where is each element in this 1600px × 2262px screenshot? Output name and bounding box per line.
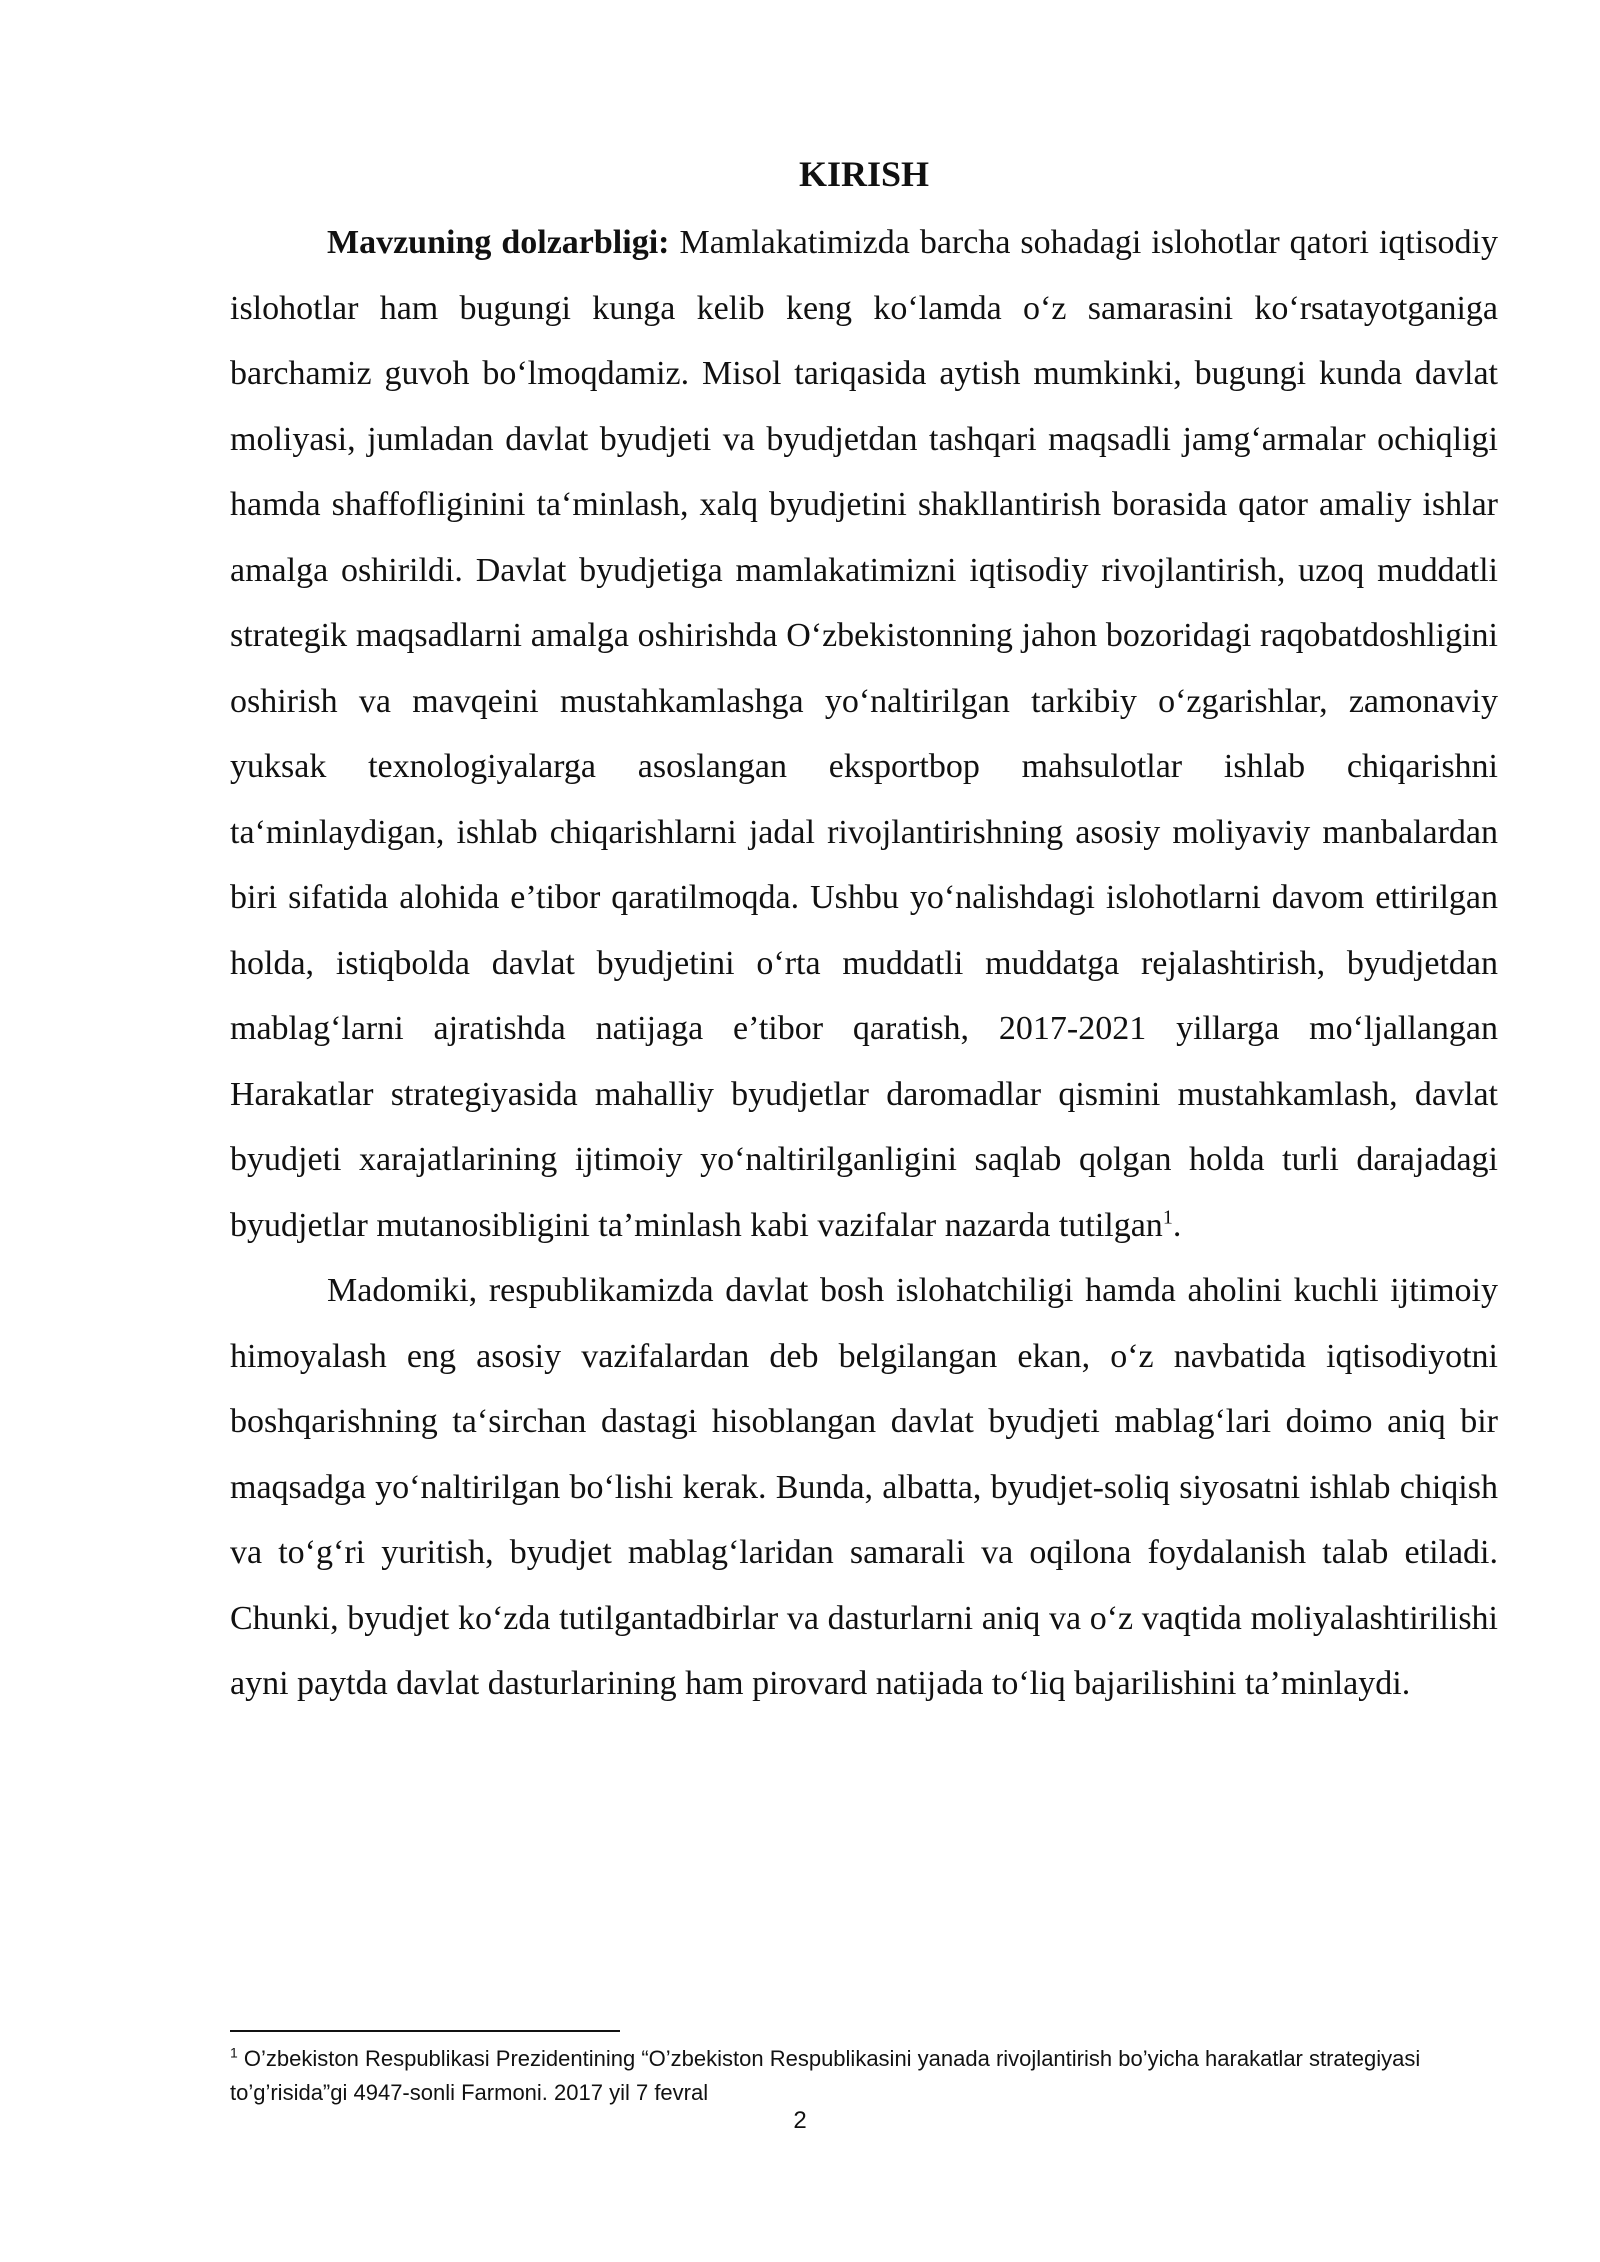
page-title: KIRISH bbox=[798, 154, 930, 194]
footnote-separator bbox=[230, 2030, 620, 2032]
footnote-text: O’zbekiston Respublikasi Prezidentining “O’zbekiston Respublikasini yanada rivojlantirish bo’yicha harakatlar strategiyasi to’g’risida”gi 4947-sonli Farmoni. 2017 yil 7 fevral bbox=[230, 2046, 1421, 2105]
paragraph-relevance bbox=[230, 210, 1498, 1258]
paragraph-lead: Mavzuning dolzarbligi: bbox=[327, 224, 670, 261]
page-number: 2 bbox=[793, 2107, 807, 2134]
paragraph-text: Mamlakatimizda barcha sohadagi islohotlar qatori iqtisodiy islohotlar ham bugungi kunga kelib keng ko‘lamda o‘z samarasini ko‘rsatayotganiga barchamiz guvoh bo‘lmoqdamiz. Misol tariqasida aytish mumkinki, bugungi kunda davlat moliyasi, jumladan davlat byudjeti va byudjetdan tashqari maqsadli jamg‘armalar ochiqligi hamda shaffofliginini ta‘minlash, xalq byudjetini shakllantirish borasida qator amaliy ishlar amalga oshirildi. Davlat byudjetiga mamlakatimizni iqtisodiy rivojlantirish, uzoq muddatli strategik maqsadlarni amalga oshirishda O‘zbekistonning jahon bozoridagi raqobatdoshligini oshirish va mavqeini mustahkamlashga yo‘naltirilgan tarkibiy o‘zgarishlar, zamonaviy yuksak texnologiyalarga asoslangan eksportbop mahsulotlar ishlab chiqarishni ta‘minlaydigan, ishlab chiqarishlarni jadal rivojlantirishning asosiy moliyaviy manbalardan biri sifatida alohida e’tibor qaratilmoqda. Ushbu yo‘nalishdagi islohotlarni davom ettirilgan holda, istiqbolda davlat byudjetini o‘rta muddatli muddatga rejalashtirish, byudjetdan mablag‘larni ajratishda natijaga e’tibor qaratish, 2017-2021 yillarga mo‘ljallangan Harakatlar strategiyasida mahalliy byudjetlar daromadlar qismini mustahkamlash, davlat byudjeti xarajatlarining ijtimoiy yo‘naltirilganligini saqlab qolgan holda turli darajadagi byudjetlar mutanosibligini ta’minlash kabi vazifalar nazarda tutilgan bbox=[230, 224, 1498, 1244]
paragraph-end: . bbox=[1172, 1206, 1182, 1244]
footnote-number: 1 bbox=[230, 2044, 238, 2061]
document-body bbox=[230, 150, 1498, 1717]
footnote bbox=[230, 2042, 1498, 2110]
paragraph-budget: Madomiki, respublikamizda davlat bosh islohatchiligi hamda aholini kuchli ijtimoiy himoyalash eng asosiy vazifalardan deb belgilangan ekan, o‘z navbatida iqtisodiyotni boshqarishning ta‘sirchan dastagi hisoblangan davlat byudjeti mablag‘lari doimo aniq bir maqsadga yo‘naltirilgan bo‘lishi kerak. Bunda, albatta, byudjet-soliq siyosatni ishlab chiqish va to‘g‘ri yuritish, byudjet mablag‘laridan samarali va oqilona foydalanish talab etiladi. Chunki, byudjet ko‘zda tutilgantadbirlar va dasturlarni aniq va o‘z vaqtida moliyalashtirilishi ayni paytda davlat dasturlarining ham pirovard natijada to‘liq bajarilishini ta’minlaydi. bbox=[230, 1272, 1498, 1702]
footnote-reference[interactable]: 1 bbox=[1162, 1206, 1173, 1229]
